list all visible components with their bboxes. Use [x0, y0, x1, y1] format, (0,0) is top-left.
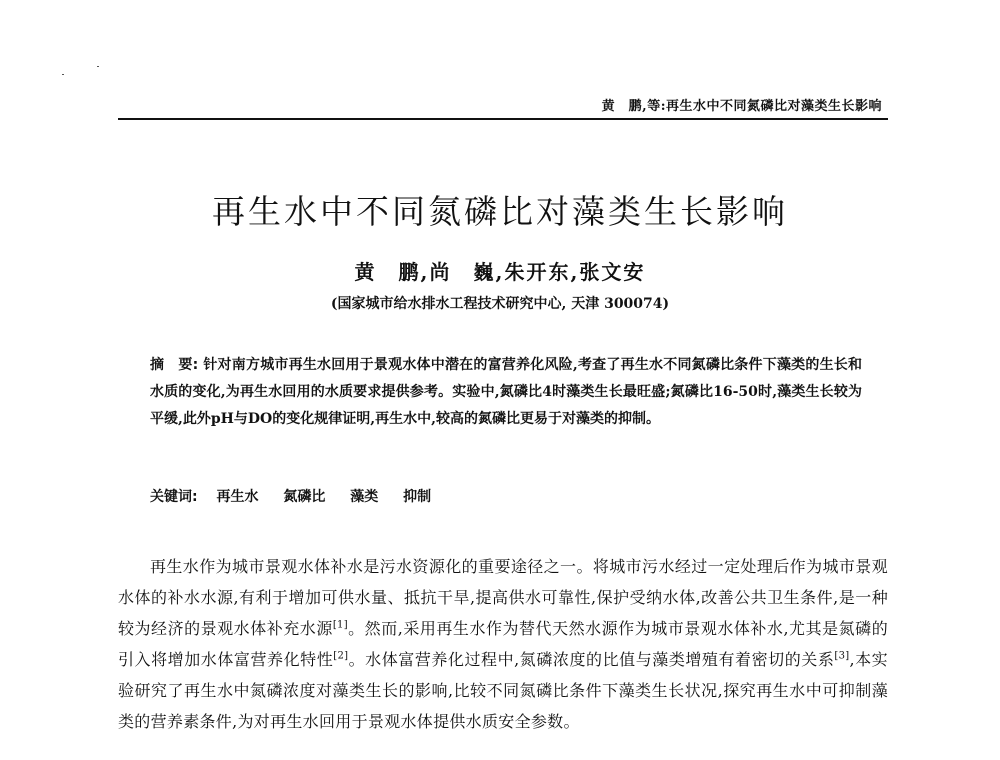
scan-speck — [97, 66, 99, 67]
keywords — [150, 486, 451, 506]
body-paragraph — [118, 551, 888, 737]
keyword-item: 再生水 — [216, 489, 259, 505]
body-text-segment: 再生水作为城市景观水体补水是污水资源化的重要途径之一。将城市污水经过一定处理后作为城市景观水体的补水水源,有利于增加可供水量、抵抗干旱,提高供水可靠性,保护受纳水体,改善公共卫生条件,是一种较为经济的景观水体补充水源 — [118, 557, 888, 638]
keyword-item: 氮磷比 — [283, 489, 326, 505]
scan-speck — [62, 74, 64, 75]
abstract-label: 摘 要: — [150, 357, 199, 373]
keyword-item: 抑制 — [403, 489, 432, 505]
paper-title: 再生水中不同氮磷比对藻类生长影响 — [212, 192, 788, 231]
keyword-item: 藻类 — [350, 489, 379, 505]
affiliation: (国家城市给水排水工程技术研究中心, 天津 300074) — [330, 296, 670, 312]
abstract — [150, 352, 862, 433]
citation-ref-1: [1] — [332, 619, 348, 631]
body-text-segment: ,本实验研究了再生水中氮磷浓度对藻类生长的影响,比较不同氮磷比条件下藻类生长状况,探究再生水中可抑制藻类的营养素条件,为对再生水回用于景观水体提供水质安全参数。 — [118, 650, 888, 731]
citation-ref-3: [3] — [834, 650, 850, 662]
citation-ref-2: [2] — [333, 650, 349, 662]
author-list: 黄 鹏,尚 巍,朱开东,张文安 — [354, 260, 646, 284]
keywords-label: 关键词: — [150, 489, 198, 505]
body-text-segment: 。水体富营养化过程中,氮磷浓度的比值与藻类增殖有着密切的关系 — [348, 650, 835, 669]
header-rule — [118, 118, 888, 120]
running-head: 黄 鹏,等:再生水中不同氮磷比对藻类生长影响 — [601, 99, 882, 114]
abstract-text: 针对南方城市再生水回用于景观水体中潜在的富营养化风险,考查了再生水不同氮磷比条件下藻类的生长和水质的变化,为再生水回用的水质要求提供参考。实验中,氮磷比4时藻类生长最旺盛;氮磷比16-50时,藻类生长较为平缓,此外pH与DO的变化规律证明,再生水中,较高的氮磷比更易于对藻类的抑制。 — [150, 357, 863, 427]
body-text-segment: 。然而,采用再生水作为替代天然水源作为城市景观水体补水,尤其是氮磷的引入将增加水体富营养化特性 — [118, 619, 888, 669]
